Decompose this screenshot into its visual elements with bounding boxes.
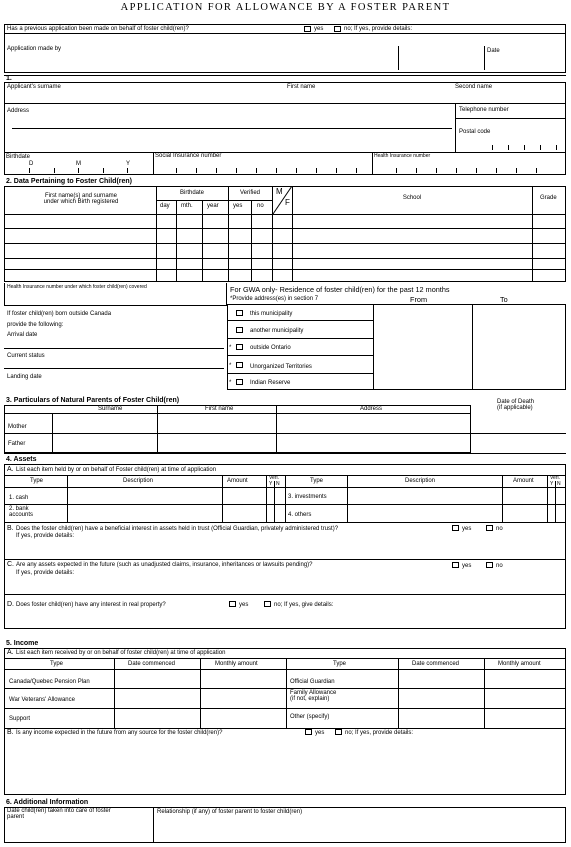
- section-2-heading: 2. Data Pertaining to Foster Child(ren): [6, 178, 133, 185]
- property-yes-checkbox[interactable]: [229, 601, 236, 607]
- born-outside-label: If foster child(ren) born outside Canada: [7, 311, 112, 317]
- application-date-label: Date: [487, 48, 500, 54]
- income-veterans-label: War Veterans' Allowance: [9, 697, 75, 703]
- trust-details-label: If yes, provide details:: [16, 533, 75, 539]
- current-status-label: Current status: [7, 353, 45, 359]
- verified-no-header: no: [257, 203, 264, 209]
- mother-row[interactable]: [4, 433, 566, 434]
- res-outside-ontario-star: *: [229, 345, 232, 351]
- future-assets-yes-label: yes: [462, 563, 472, 569]
- child-row-1[interactable]: [4, 228, 566, 229]
- income-cpp-label: Canada/Quebec Pension Plan: [9, 679, 90, 685]
- income-a-letter: A.: [7, 649, 14, 656]
- res-indian-reserve-label: Indian Reserve: [250, 380, 291, 386]
- provide-address-label: *Provide address(es) in section 7: [230, 296, 319, 302]
- res-this-municipality-label: this municipality: [250, 311, 293, 317]
- income-other-label: Other (specify): [290, 714, 330, 720]
- health-insurance-label: Health Insurance number: [374, 153, 431, 159]
- income-guardian-label: Official Guardian: [290, 679, 335, 685]
- assets-veri-y-header-1: Y: [269, 481, 273, 487]
- future-assets-no-checkbox[interactable]: [486, 562, 493, 568]
- assets-veri-y-header-2: Y: [550, 481, 554, 487]
- address-label: Address: [7, 108, 30, 114]
- asset-bank-label: 2. bank accounts: [9, 506, 34, 519]
- school-header: School: [402, 195, 422, 201]
- asset-others-label: 4. others: [288, 512, 312, 518]
- property-yes-label: yes: [239, 602, 249, 608]
- applicant-surname-label: Applicant's surname: [7, 84, 61, 90]
- res-outside-ontario-checkbox[interactable]: [236, 344, 243, 350]
- child-row-4[interactable]: [4, 269, 566, 270]
- section-3-heading: 3. Particulars of Natural Parents of Foster Child(ren): [6, 397, 180, 404]
- trust-yes-label: yes: [462, 526, 472, 532]
- gwa-label: For GWA only- Residence of foster child(ren) for the past 12 months: [230, 285, 450, 294]
- assets-row-2[interactable]: [4, 522, 566, 523]
- birthdate-label: Birthdate: [6, 154, 31, 160]
- future-income-no-checkbox[interactable]: [335, 729, 342, 735]
- male-header: M: [276, 187, 283, 196]
- section-6-heading: 6. Additional Information: [6, 799, 89, 806]
- previous-yes-checkbox[interactable]: [304, 26, 311, 32]
- assets-description-header-1: Description: [123, 478, 154, 484]
- to-header: To: [500, 295, 508, 304]
- future-assets-no-label: no: [496, 563, 503, 569]
- children-names-header: First name(s) and surname under which Birth registered: [43, 193, 119, 206]
- applicant-first-name-label: First name: [287, 84, 316, 90]
- assets-amount-header-2: Amount: [513, 478, 534, 484]
- mother-label: Mother: [8, 424, 27, 430]
- assets-d-letter: D.: [7, 601, 14, 608]
- res-unorganized-label: Unorganized Territories: [250, 364, 312, 370]
- arrival-date-label: Arrival date: [7, 332, 38, 338]
- telephone-label: Telephone number: [459, 107, 509, 113]
- previous-application-label: Has a previous application been made on behalf of foster child(ren)?: [7, 26, 189, 32]
- health-covered-box: [4, 283, 227, 306]
- assets-description-header-2: Description: [405, 478, 436, 484]
- previous-no-checkbox[interactable]: [334, 26, 341, 32]
- trust-no-checkbox[interactable]: [486, 525, 493, 531]
- assets-veri-header-2: Veri.: [550, 475, 561, 481]
- res-this-municipality-checkbox[interactable]: [236, 310, 243, 316]
- year-header: year: [207, 203, 219, 209]
- income-b-text: Is any income expected in the future from any source for the foster child(ren)?: [16, 730, 223, 736]
- income-box: [4, 648, 566, 795]
- date-of-death-header: Date of Death (if applicable): [497, 399, 535, 412]
- from-header: From: [410, 295, 428, 304]
- parents-first-name-header: First name: [205, 406, 234, 412]
- assets-b-text: Does the foster child(ren) have a beneficial interest in assets held in trust (Official Guardian, privately administered trust)?: [16, 526, 339, 532]
- future-income-no-label: no; If yes, provide details:: [345, 730, 414, 736]
- month-header: mth.: [181, 203, 193, 209]
- income-monthly-header-1: Monthly amount: [215, 661, 258, 667]
- assets-veri-n-header-1: N: [276, 481, 280, 487]
- verified-header: Verified: [239, 190, 260, 196]
- day-header: day: [160, 203, 170, 209]
- section-1-number: 1.: [6, 75, 12, 82]
- res-indian-reserve-checkbox[interactable]: [236, 379, 243, 385]
- future-assets-details-label: If yes, provide details:: [16, 570, 75, 576]
- birthdate-header: Birthdate: [179, 190, 204, 196]
- income-type-header-1: Type: [50, 661, 64, 667]
- trust-no-label: no: [496, 526, 503, 532]
- income-family-label: Family Allowance (if not, explain): [290, 690, 337, 703]
- assets-veri-n-header-2: N: [557, 481, 561, 487]
- assets-veri-header-1: Veri.: [269, 475, 280, 481]
- birthdate-m-label: M: [76, 161, 81, 167]
- income-monthly-header-2: Monthly amount: [498, 661, 541, 667]
- property-no-label: no; If yes, give details:: [274, 602, 334, 608]
- previous-yes-label: yes: [314, 26, 324, 32]
- property-no-checkbox[interactable]: [264, 601, 271, 607]
- postal-code-label: Postal code: [459, 129, 491, 135]
- landing-date-label: Landing date: [7, 374, 42, 380]
- income-type-header-2: Type: [333, 661, 347, 667]
- application-made-by-label: Application made by: [7, 46, 62, 52]
- previous-no-label: no; If yes, provide details:: [344, 26, 413, 32]
- sin-label: Social Insurance number: [155, 153, 222, 159]
- assets-d-text: Does foster child(ren) have any interest in real property?: [16, 602, 166, 608]
- female-header: F: [285, 198, 290, 207]
- father-label: Father: [8, 441, 26, 447]
- parents-address-header: Address: [360, 406, 383, 412]
- assets-a-text: List each item held by or on behalf of Foster child(ren) at time of application: [16, 467, 217, 473]
- section-4-heading: 4. Assets: [6, 456, 37, 463]
- applicant-second-name-label: Second name: [455, 84, 493, 90]
- parents-surname-header: Surname: [98, 406, 123, 412]
- res-indian-reserve-star: *: [229, 380, 232, 386]
- income-support-label: Support: [9, 716, 31, 722]
- future-income-yes-checkbox[interactable]: [305, 729, 312, 735]
- income-date-header-1: Date commenced: [128, 661, 176, 667]
- future-assets-yes-checkbox[interactable]: [452, 562, 459, 568]
- assets-row-1[interactable]: [4, 504, 566, 505]
- provide-following-label: provide the following:: [7, 322, 64, 328]
- income-b-letter: B.: [7, 729, 14, 736]
- health-covered-label: Health Insurance number under which foster child(ren) covered: [7, 284, 147, 290]
- income-date-header-2: Date commenced: [412, 661, 460, 667]
- res-another-municipality-checkbox[interactable]: [236, 327, 243, 333]
- assets-a-letter: A.: [7, 466, 14, 473]
- birthdate-y-label: Y: [126, 161, 131, 167]
- res-outside-ontario-label: outside Ontario: [250, 345, 291, 351]
- assets-c-text: Are any assets expected in the future (such as unadjusted claims, insurance, inheritances or lawsuits pending)?: [16, 562, 313, 568]
- birthdate-d-label: D: [29, 161, 34, 167]
- res-unorganized-star: *: [229, 363, 232, 369]
- grade-header: Grade: [540, 195, 557, 201]
- assets-type-header-2: Type: [310, 478, 324, 484]
- res-unorganized-checkbox[interactable]: [236, 362, 243, 368]
- res-another-municipality-label: another municipality: [250, 328, 304, 334]
- date-taken-label: Date child(ren) taken into care of foster parent: [7, 808, 111, 821]
- father-row[interactable]: [4, 453, 566, 454]
- relationship-label: Relationship (if any) of foster parent to foster child(ren): [157, 809, 303, 815]
- assets-c-letter: C.: [7, 561, 14, 568]
- income-row-3[interactable]: [4, 728, 566, 729]
- income-a-text: List each item received by or on behalf of foster child(ren) at time of application: [16, 650, 226, 656]
- trust-yes-checkbox[interactable]: [452, 525, 459, 531]
- child-row-2[interactable]: [4, 243, 566, 244]
- assets-amount-header-1: Amount: [227, 478, 248, 484]
- asset-cash-label: 1. cash: [9, 495, 29, 501]
- verified-yes-header: yes: [233, 203, 243, 209]
- income-row-2[interactable]: [4, 708, 566, 709]
- child-row-3[interactable]: [4, 258, 566, 259]
- income-row-1[interactable]: [4, 688, 566, 689]
- future-income-yes-label: yes: [315, 730, 325, 736]
- form-title: APPLICATION FOR ALLOWANCE BY A FOSTER PARENT: [120, 2, 451, 13]
- asset-investments-label: 3. investments: [288, 494, 327, 500]
- assets-b-letter: B.: [7, 525, 14, 532]
- assets-type-header-1: Type: [30, 478, 44, 484]
- section-5-heading: 5. Income: [6, 640, 39, 647]
